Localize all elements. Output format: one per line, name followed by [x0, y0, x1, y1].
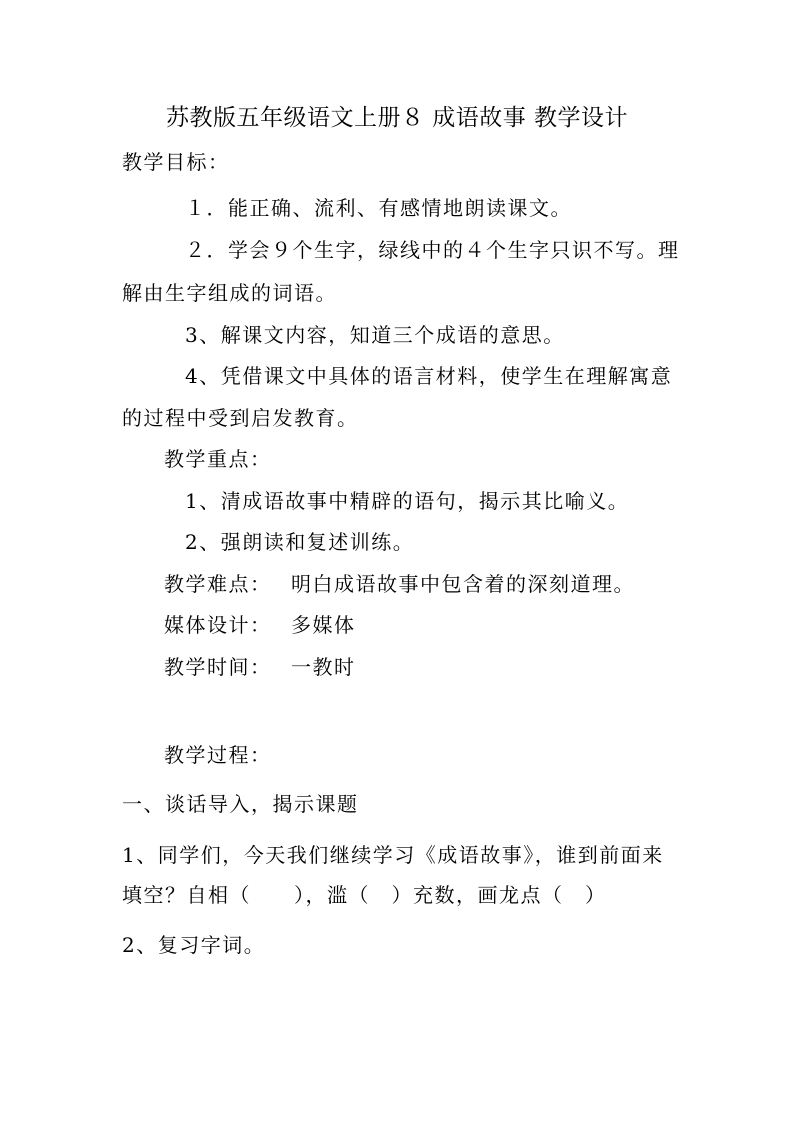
objective-line-1: １．能正确、流利、有感情地朗读课文。 [185, 196, 572, 220]
objective-line-4-continued: 的过程中受到启发教育。 [122, 406, 359, 430]
objective-line-2-continued: 解由生字组成的词语。 [122, 281, 337, 305]
process-heading: 教学过程： [164, 743, 272, 767]
difficulty-value: 明白成语故事中包含着的深刻道理。 [291, 572, 635, 596]
objective-line-4: 4、凭借课文中具体的语言材料，使学生在理解寓意 [185, 364, 673, 388]
process-item-2: 2、复习字词。 [122, 933, 266, 957]
key-point-line-2: 2、强朗读和复述训练。 [185, 530, 415, 554]
key-points-heading: 教学重点： [164, 447, 272, 471]
objectives-heading: 教学目标： [122, 150, 230, 174]
document-title: 苏教版五年级语文上册８ 成语故事 教学设计 [165, 105, 629, 131]
time-value: 一教时 [291, 655, 356, 679]
media-value: 多媒体 [291, 613, 356, 637]
media-label: 媒体设计： [164, 613, 272, 637]
key-point-line-1: 1、清成语故事中精辟的语句，揭示其比喻义。 [185, 489, 630, 513]
objective-line-2: ２．学会９个生字，绿线中的４个生字只识不写。理 [185, 238, 680, 262]
time-label: 教学时间： [164, 655, 272, 679]
process-item-1: 1、同学们，今天我们继续学习《成语故事》，谁到前面来 [122, 843, 664, 867]
difficulty-label: 教学难点： [164, 572, 272, 596]
section-one-heading: 一、谈话导入，揭示课题 [122, 792, 359, 816]
objective-line-3: 3、解课文内容，知道三个成语的意思。 [185, 323, 565, 347]
process-item-1-continued: 填空？自相（ ），滥（ ）充数，画龙点（ ） [122, 883, 607, 907]
